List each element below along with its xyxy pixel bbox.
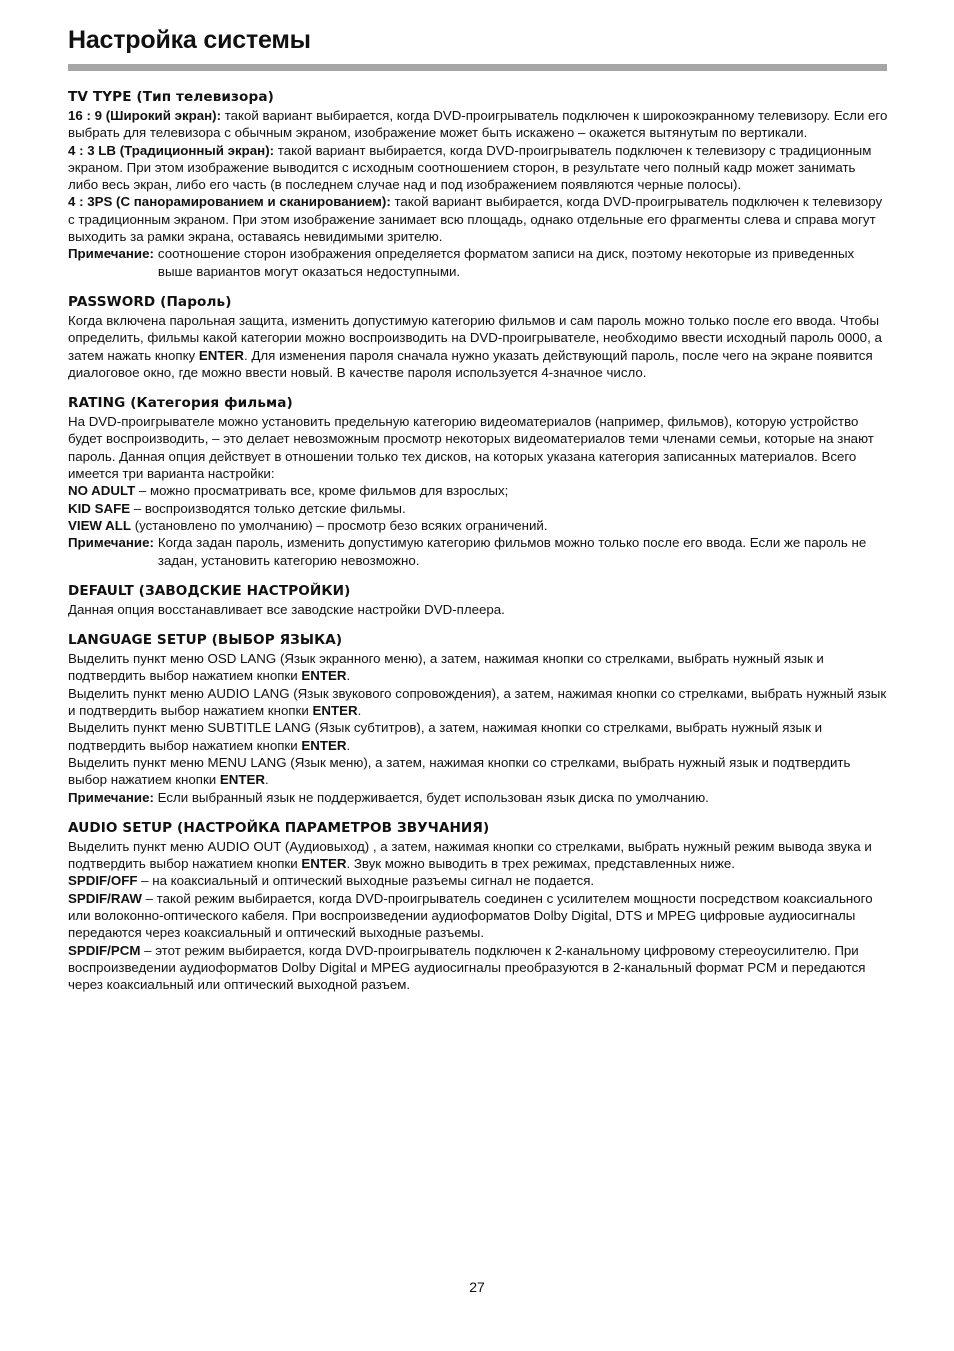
note-text: соотношение сторон изображения определяется форматом записи на диск, поэтому некоторые из приведенных выше вариантов могут оказаться недоступными.	[157, 246, 855, 279]
section-audio-setup	[68, 819, 888, 994]
paragraph	[68, 942, 888, 994]
paragraph-text: Выделить пункт меню MENU LANG (Язык меню), а затем, нажимая кнопки со стрелками, выбрать нужный язык и подтвердить выбор нажатием кнопки	[68, 754, 851, 788]
paragraph	[68, 601, 888, 618]
paragraph	[68, 500, 888, 517]
paragraph	[68, 517, 888, 534]
section-rating	[68, 394, 888, 569]
term-label: SPDIF/RAW	[68, 890, 142, 906]
paragraph	[68, 789, 888, 806]
section-heading: PASSWORD (Пароль)	[68, 293, 232, 310]
paragraph-text: Выделить пункт меню OSD LANG (Язык экранного меню), а затем, нажимая кнопки со стрелками, выбрать нужный язык и подтвердить выбор нажатием кнопки	[68, 651, 824, 684]
paragraph-text: Выделить пункт меню SUBTITLE LANG (Язык субтитров), а затем, нажимая кнопки со стрелками, выбрать нужный язык и подтвердить выбор нажатием кнопки	[68, 720, 823, 753]
key-name: ENTER	[312, 703, 358, 719]
note	[68, 245, 888, 280]
paragraph-text: На DVD-проигрывателе можно установить предельную категорию видеоматериалов (например, фильмов), которую устройство будет воспроизводить, – это делает невозможным просмотр некоторых видеоматериалов теми членами семьи, которые на знают пароль. Данная опция действует в отношении только тех дисков, на которых указана категория записанных материалов. Всего имеется три варианта настройки:	[68, 414, 874, 482]
key-name: ENTER	[301, 856, 347, 872]
page-title: Настройка системы	[68, 26, 311, 54]
key-name: ENTER	[198, 347, 244, 363]
paragraph-text-tail: .	[346, 737, 351, 753]
term-label: VIEW ALL	[68, 517, 132, 533]
term-label: KID SAFE	[68, 500, 131, 516]
paragraph-text: – можно просматривать все, кроме фильмов для взрослых;	[135, 483, 509, 499]
section-heading: DEFAULT (ЗАВОДСКИЕ НАСТРОЙКИ)	[68, 582, 351, 599]
paragraph-text-tail: .	[346, 668, 351, 684]
title-divider	[68, 64, 887, 71]
key-name: ENTER	[219, 772, 265, 788]
key-name: ENTER	[301, 668, 347, 684]
paragraph-text: – воспроизводятся только детские фильмы.	[130, 500, 406, 516]
term-label: Примечание:	[68, 789, 154, 805]
paragraph	[68, 872, 888, 889]
page-number: 27	[469, 1279, 485, 1295]
paragraph	[68, 142, 888, 194]
paragraph	[68, 312, 888, 381]
paragraph-text: Выделить пункт меню AUDIO LANG (Язык звукового сопровождения), а затем, нажимая кнопки со стрелками, выбрать нужный язык и подтвердить выбор нажатием кнопки	[68, 685, 887, 719]
paragraph-text: такой вариант выбирается, когда DVD-проигрыватель подключен к телевизору с традиционным экраном. При этом изображение выводится с исходным соотношением сторон, в результате чего полный кадр может занимать либо весь экран, либо его часть (в последнем случае над и под изображением появляются черные полосы).	[68, 142, 872, 193]
section-language-setup	[68, 631, 888, 806]
note-label: Примечание:	[68, 535, 154, 551]
section-heading: TV TYPE (Тип телевизора)	[68, 89, 274, 105]
paragraph-text-tail: .	[357, 703, 362, 719]
paragraph	[68, 685, 888, 720]
term-label: SPDIF/PCM	[68, 942, 141, 958]
paragraph	[68, 482, 888, 499]
section-heading: AUDIO SETUP (НАСТРОЙКА ПАРАМЕТРОВ ЗВУЧАНИЯ)	[68, 819, 490, 836]
note	[68, 534, 888, 569]
paragraph-text: такой вариант выбирается, когда DVD-проигрыватель подключен к телевизору с традиционным экраном. При этом изображение занимает всю площадь, однако отдельные его фрагменты слева и справа могут выходить за рамки экрана, оставаясь невидимыми зрителю.	[68, 194, 883, 245]
paragraph-text: (установлено по умолчанию) – просмотр безо всяких ограничений.	[131, 517, 548, 533]
paragraph-text-tail: .	[264, 772, 269, 788]
paragraph	[68, 754, 888, 789]
term-label: NO ADULT	[68, 483, 136, 499]
paragraph	[68, 413, 888, 482]
section-heading: RATING (Категория фильма)	[68, 395, 293, 412]
paragraph-text: Если выбранный язык не поддерживается, будет использован язык диска по умолчанию.	[153, 789, 709, 805]
note-label: Примечание:	[68, 246, 154, 262]
section-tv-type	[68, 88, 888, 280]
term-label: SPDIF/OFF	[68, 873, 138, 889]
paragraph-text-tail: . Для изменения пароля сначала нужно указать действующий пароль, после чего на экране появится диалоговое окно, где можно ввести новый. В качестве пароля используется 4-значное число.	[68, 347, 873, 380]
paragraph	[68, 838, 888, 873]
key-name: ENTER	[301, 737, 347, 753]
term-label: 16 : 9 (Широкий экран):	[68, 108, 222, 123]
paragraph-text: – на коаксиальный и оптический выходные разъемы сигнал не подается.	[137, 873, 595, 889]
paragraph-text: Когда включена парольная защита, изменить допустимую категорию фильмов и сам пароль можно только после его ввода. Чтобы определить, фильмы какой категории можно воспроизводить на DVD-проигрывателе, необходимо ввести исходный пароль 0000, а затем нажать кнопку	[68, 312, 882, 363]
paragraph	[68, 890, 888, 942]
section-heading: LANGUAGE SETUP (ВЫБОР ЯЗЫКА)	[68, 632, 343, 649]
paragraph	[68, 107, 888, 142]
paragraph-text-tail: . Звук можно выводить в трех режимах, представленных ниже.	[346, 856, 735, 872]
page-content	[68, 88, 888, 1006]
paragraph-text: такой вариант выбирается, когда DVD-проигрыватель подключен к широкоэкранному телевизору. Если его выбрать для телевизора с обычным экраном, изображение может быть искажено – окажется вытянутым по вертикали.	[68, 108, 888, 141]
section-default	[68, 582, 888, 618]
note-text: Когда задан пароль, изменить допустимую категорию фильмов можно только после его ввода. Если же пароль не задан, установить категорию невозможно.	[157, 535, 867, 568]
paragraph-text: – такой режим выбирается, когда DVD-проигрыватель соединен с усилителем мощности посредством коаксиального или волоконно-оптического кабеля. При воспроизведении аудиоформатов Dolby Digital, DTS и MPEG цифровые аудиосигналы передаются через коаксиальный и оптический выходные разъемы.	[68, 890, 873, 941]
section-password	[68, 293, 888, 381]
term-label: 4 : 3PS (С панорамированием и сканированием):	[68, 194, 391, 210]
paragraph-text: Данная опция восстанавливает все заводские настройки DVD-плеера.	[68, 601, 505, 617]
paragraph	[68, 650, 888, 685]
paragraph	[68, 193, 888, 245]
term-label: 4 : 3 LB (Традиционный экран):	[68, 142, 275, 158]
paragraph-text: Выделить пункт меню AUDIO OUT (Аудиовыход) , а затем, нажимая кнопки со стрелками, выбрать нужный режим вывода звука и подтвердить выбор нажатием кнопки	[68, 838, 872, 872]
paragraph	[68, 719, 888, 754]
paragraph-text: – этот режим выбирается, когда DVD-проигрыватель подключен к 2-канальному цифровому стереоусилителю. При воспроизведении аудиоформатов Dolby Digital и MPEG аудиосигналы преобразуются в 2-канальный формат PCM и передаются через коаксиальный или оптический выходной разъем.	[68, 942, 866, 993]
